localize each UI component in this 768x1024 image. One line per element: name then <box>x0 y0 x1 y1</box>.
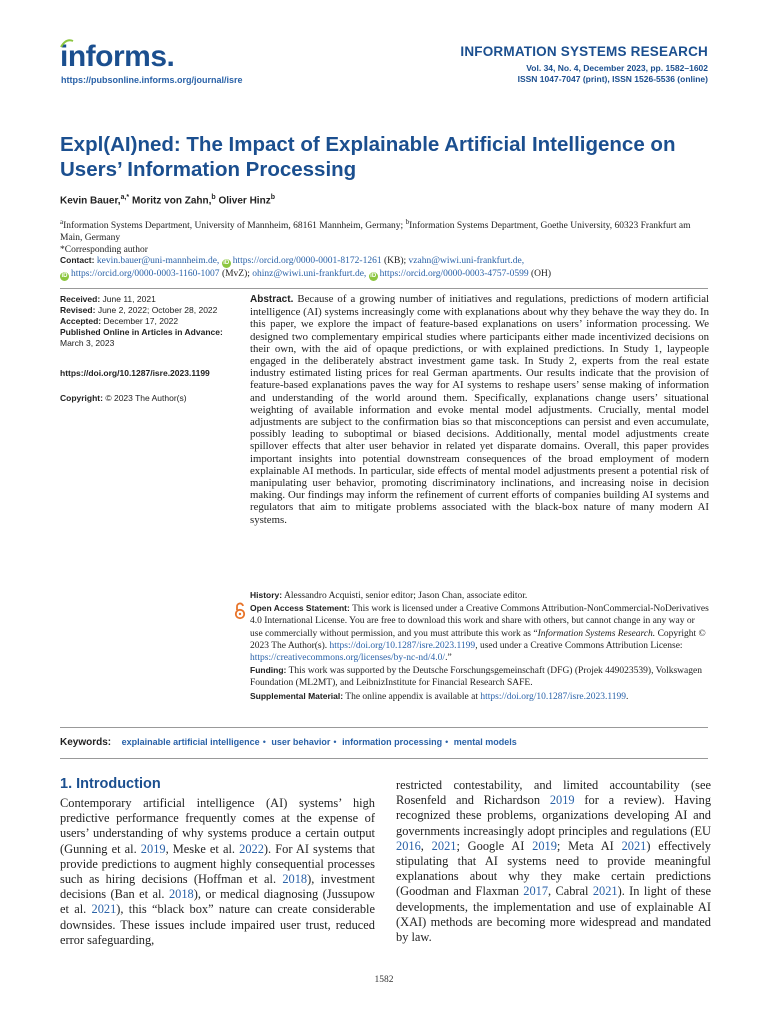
body-text: for a review). Having recognized these problems, organizations developing AI and governments increasingly adopt principles and regulations (EU <box>396 793 712 838</box>
orcid-icon: iD <box>61 273 68 279</box>
published-date: March 3, 2023 <box>60 338 115 348</box>
body-column-right <box>396 778 711 945</box>
affil-sup: b <box>405 218 410 226</box>
orcid-link[interactable]: https://orcid.org/0000-0003-4757-0599 <box>379 269 529 279</box>
keyword-separator: • <box>445 737 449 747</box>
keyword-link[interactable]: user behavior <box>271 737 331 747</box>
body-text: ), investment decisions (Ban et al. <box>60 872 375 902</box>
keywords <box>60 737 710 748</box>
citation-link[interactable]: 2021 <box>91 902 117 917</box>
divider <box>60 758 708 759</box>
affiliations <box>60 216 700 256</box>
citation-link[interactable]: 2021 <box>592 884 618 899</box>
doi-link[interactable]: https://doi.org/10.1287/isre.2023.1199 <box>60 368 210 378</box>
contact-block <box>60 254 710 281</box>
divider <box>60 727 708 728</box>
citation-link[interactable]: 2022 <box>239 841 264 856</box>
author-list <box>60 194 275 206</box>
keyword-separator: • <box>333 737 337 747</box>
oa-text: Copyright © 2023 The Author(s). <box>250 628 706 651</box>
journal-name: INFORMATION SYSTEMS RESEARCH <box>460 44 708 59</box>
body-text: ). In light of these developments, the implementation and use of explainable AI (XAI) methods are becoming more widespread and mandated by law. <box>396 884 711 945</box>
citation-link[interactable]: 2019 <box>532 838 557 853</box>
keyword-link[interactable]: information processing <box>342 737 443 747</box>
body-column-left <box>60 796 375 948</box>
article-title: Expl(AI)ned: The Impact of Explainable Artificial Intelligence on Users’ Information Processing <box>60 133 676 181</box>
open-access-icon <box>234 602 246 620</box>
keyword-separator: • <box>262 737 266 747</box>
email-link[interactable]: ohinz@wiwi.uni-frankfurt.de, <box>252 269 367 279</box>
revised-date: June 2, 2022; October 28, 2022 <box>97 305 218 315</box>
history-text: Alessandro Acquisti, senior editor; Jason Chan, associate editor. <box>283 591 528 601</box>
orcid-icon: iD <box>223 260 230 266</box>
author-name[interactable]: Moritz von Zahn, <box>131 195 212 207</box>
revised-label: Revised: <box>60 305 96 315</box>
oa-label: Open Access Statement: <box>250 603 350 614</box>
author-initials: (KB); <box>383 256 407 266</box>
body-text: ), this “black box” nature can create considerable downsides. These issues include impaired user trust, reduced error safeguarding, <box>60 902 375 947</box>
contact-label: Contact: <box>60 255 95 265</box>
author-initials: (OH) <box>530 269 552 279</box>
open-access-statement <box>250 602 709 664</box>
body-text: , <box>420 838 432 853</box>
citation-link[interactable]: 2019 <box>549 793 575 808</box>
published-label: Published Online in Articles in Advance: <box>60 327 223 337</box>
section-heading: 1. Introduction <box>60 776 161 792</box>
email-link[interactable]: vzahn@wiwi.uni-frankfurt.de, <box>408 256 525 266</box>
author-name[interactable]: Oliver Hinz <box>218 195 271 207</box>
body-text: , Meske et al. <box>165 841 240 856</box>
author-initials: (MvZ); <box>221 269 250 279</box>
copyright-text: © 2023 The Author(s) <box>105 393 187 403</box>
article-meta <box>250 589 709 703</box>
license-link[interactable]: https://creativecommons.org/licenses/by-nc-nd/4.0/ <box>250 653 446 664</box>
informs-logo[interactable] <box>60 42 174 72</box>
citation-link[interactable]: 2017 <box>523 884 549 899</box>
oa-text: , used under a Creative Commons Attribution License: <box>475 640 683 651</box>
oa-text: This work is licensed under a Creative Commons Attribution-NonCommercial-NoDerivatives 4.0 International License. You are free to download this work and share with others, but cannot change in any way or use commercially without permission, and you must attribute this work as “ <box>250 604 709 639</box>
affil-sup: a <box>60 218 64 226</box>
citation-link[interactable]: 2021 <box>431 838 457 853</box>
affiliation-b: Information Systems Department, Goethe University, 60323 Frankfurt am Main, Germany <box>60 221 691 244</box>
oa-text: .” <box>445 653 452 664</box>
body-text: ; Google AI <box>456 838 533 853</box>
body-text: , Cabral <box>548 884 593 899</box>
divider <box>60 288 708 289</box>
orcid-icon: iD <box>370 273 377 279</box>
volume-line: Vol. 34, No. 4, December 2023, pp. 1582–1602 <box>526 63 708 73</box>
corresponding-note: *Corresponding author <box>60 245 148 256</box>
email-link[interactable]: kevin.bauer@uni-mannheim.de, <box>96 256 220 266</box>
journal-header <box>460 44 708 85</box>
body-text: Contemporary artificial intelligence (AI) systems’ high predictive performance frequently comes at the expense of users’ understanding of why systems produce a certain output (Gunning et al. <box>60 796 375 856</box>
citation-link[interactable]: 2018 <box>168 887 194 902</box>
abstract-text: Because of a growing number of initiatives and regulations, predictions of modern artificial intelligence (AI) systems increasingly come with explanations about why they behave the way they do. In this paper, we explore the impact of feature-based explanations on users’ information processing. We designed two complementary empirical studies where participants either made incentivized decisions on their own, with the aid of opaque predictions, or with explained predictions. In Study 1, laypeople engaged in the deliberately abstract investment game task. In Study 2, experts from the real estate industry estimated listing prices for real German apartments. Our results indicate that the provision of feature-based explanations paves the way for AI systems to reshape users’ sense making of information and understanding of the world around them. Specifically, explanations change users’ situational weighting of available information and evoke mental model adjustments. Crucially, mental model adjustments are subject to the confirmation bias so that misconceptions can persist and even accumulate, possibly leading to suboptimal or biased decisions. Additionally, mental model adjustments create spillover effects that alter user behavior in related yet disparate domains. Overall, this paper provides important insights into potential downstream consequences of the broad employment of modern explainable AI methods. In particular, side effects of mental model adjustments present a potential risk of manipulating user behavior, promoting discriminatory inclinations, and increasing noise in decision making. Our findings may inform the refinement of current efforts of companies building AI systems and regulators that aim to mitigate problems associated with the black-box nature of many modern AI systems. <box>250 293 709 526</box>
accepted-label: Accepted: <box>60 316 102 326</box>
received-label: Received: <box>60 294 101 304</box>
author-sup: b <box>211 194 216 201</box>
funding-text: This work was supported by the Deutsche Forschungsgemeinschaft (DFG) (Projek 449023539), Volkswagen Foundation (ML2MT), and LeibnizInstitute for Financial Research SAFE. <box>250 666 702 689</box>
history-label: History: <box>250 590 283 600</box>
article-history <box>60 294 235 404</box>
keyword-link[interactable]: explainable artificial intelligence <box>121 737 260 747</box>
received-date: June 11, 2021 <box>102 294 156 304</box>
author-name[interactable]: Kevin Bauer, <box>60 195 121 207</box>
body-text: restricted contestability, and limited accountability (see Rosenfeld and Richardson <box>396 778 711 808</box>
body-text: ), or medical diagnosing (Jussupow et al. <box>60 887 375 917</box>
keywords-label: Keywords: <box>60 737 112 748</box>
supplemental-text: The online appendix is available at <box>345 691 478 702</box>
citation-link[interactable]: 2016 <box>396 838 421 853</box>
abstract-label: Abstract. <box>250 294 294 305</box>
orcid-link[interactable]: https://orcid.org/0000-0003-1160-1007 <box>71 269 220 279</box>
citation-link[interactable]: 2021 <box>621 838 647 853</box>
funding-label: Funding: <box>250 665 287 676</box>
issn-line: ISSN 1047-7047 (print), ISSN 1526-5536 (online) <box>517 74 708 84</box>
supplemental-link[interactable]: https://doi.org/10.1287/isre.2023.1199 <box>480 691 627 702</box>
affiliation-a: Information Systems Department, University of Mannheim, 68161 Mannheim, Germany; <box>63 221 404 232</box>
logo-text: informs. <box>60 40 175 73</box>
accepted-date: December 17, 2022 <box>103 316 179 326</box>
author-sup: b <box>270 194 275 201</box>
body-text: ). For AI systems that provide predictions to augment highly consequential processes such as hiring decisions (Hoffman et al. <box>60 841 375 887</box>
journal-url-link[interactable]: https://pubsonline.informs.org/journal/isre <box>61 75 243 85</box>
citation-link[interactable]: 2018 <box>282 872 308 887</box>
supplemental-end: . <box>626 691 629 702</box>
copyright-label: Copyright: <box>60 393 103 403</box>
orcid-link[interactable]: https://orcid.org/0000-0001-8172-1261 <box>232 256 382 266</box>
supplemental-label: Supplemental Material: <box>250 690 344 701</box>
author-sup: a,* <box>120 194 130 201</box>
page-number: 1582 <box>374 975 394 985</box>
citation-link[interactable]: 2019 <box>140 841 166 856</box>
body-text: ; Meta AI <box>556 838 622 853</box>
abstract <box>250 293 709 526</box>
body-text: ) effectively stipulating that AI systems need to provide meaningful explanations about why they make certain predictions (Goodman and Flaxman <box>396 838 711 899</box>
logo-swoosh-icon <box>60 38 74 48</box>
oa-italic: Information Systems Research. <box>537 628 656 639</box>
keyword-link[interactable]: mental models <box>453 737 517 747</box>
doi-link[interactable]: https://doi.org/10.1287/isre.2023.1199 <box>329 640 476 651</box>
